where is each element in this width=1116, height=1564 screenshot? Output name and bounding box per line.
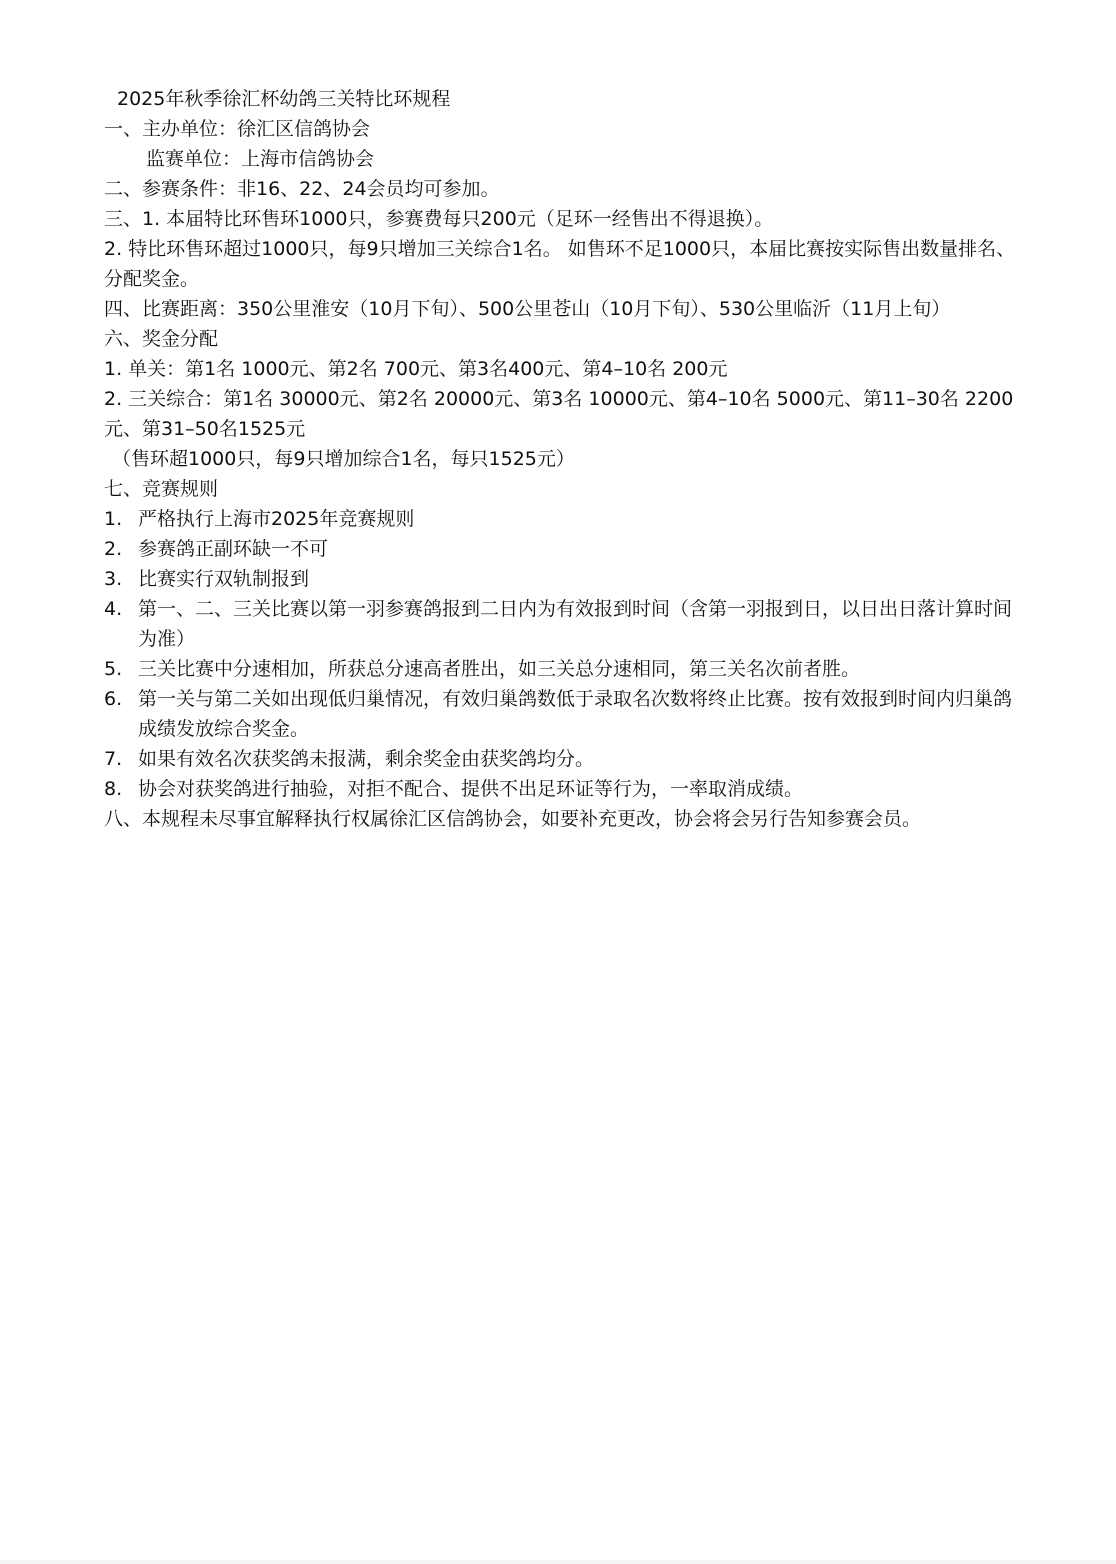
rule-number: 4. bbox=[104, 598, 123, 620]
rule-text: 第一、二、三关比赛以第一羽参赛鸽报到二日内为有效报到时间（含第一羽报到日，以日出日落计算时间为准） bbox=[138, 598, 1013, 650]
rule-item bbox=[104, 774, 1020, 804]
rule-text: 第一关与第二关如出现低归巢情况，有效归巢鸽数低于录取名次数将终止比赛。按有效报到时间内归巢鸽成绩发放综合奖金。 bbox=[138, 688, 1013, 740]
regulation-text bbox=[104, 84, 1020, 834]
rings-line-2: 2. 特比环售环超过1000只，每9只增加三关综合1名。 如售环不足1000只，本届比赛按实际售出数量排名、分配奖金。 bbox=[104, 238, 1016, 290]
rule-item bbox=[104, 564, 1020, 594]
rule-text: 如果有效名次获奖鸽未报满，剩余奖金由获奖鸽均分。 bbox=[138, 748, 595, 770]
rule-item bbox=[104, 744, 1020, 774]
prize-combined-line: 2. 三关综合：第1名 30000元、第2名 20000元、第3名 10000元、第4–10名 5000元、第11–30名 2200元、第31–50名1525元 bbox=[104, 388, 1014, 440]
document-title: 2025年秋季徐汇杯幼鸽三关特比环规程 bbox=[117, 88, 451, 110]
rule-number: 8. bbox=[104, 778, 123, 800]
prize-heading: 六、奖金分配 bbox=[104, 328, 219, 350]
rule-item bbox=[104, 594, 1020, 654]
rule-number: 2. bbox=[104, 538, 123, 560]
rule-item bbox=[104, 684, 1020, 744]
prize-note-line: （售环超1000只，每9只增加综合1名，每只1525元） bbox=[112, 448, 575, 470]
supervisor-line: 监赛单位：上海市信鸽协会 bbox=[146, 148, 375, 170]
rule-number: 1. bbox=[104, 508, 123, 530]
rule-item bbox=[104, 534, 1020, 564]
organizer-line: 一、主办单位：徐汇区信鸽协会 bbox=[104, 118, 371, 140]
page-bottom-strip bbox=[0, 1560, 1116, 1564]
rule-item bbox=[104, 504, 1020, 534]
distance-line: 四、比赛距离：350公里淮安（10月下旬）、500公里苍山（10月下旬）、530公里临沂（11月上旬） bbox=[104, 298, 951, 320]
rule-number: 7. bbox=[104, 748, 123, 770]
rule-text: 比赛实行双轨制报到 bbox=[138, 568, 310, 590]
rule-number: 6. bbox=[104, 688, 123, 710]
rule-text: 三关比赛中分速相加，所获总分速高者胜出，如三关总分速相同，第三关名次前者胜。 bbox=[138, 658, 861, 680]
rule-text: 协会对获奖鸽进行抽验，对拒不配合、提供不出足环证等行为，一率取消成绩。 bbox=[138, 778, 804, 800]
conditions-line: 二、参赛条件：非16、22、24会员均可参加。 bbox=[104, 178, 500, 200]
closing-line: 八、本规程未尽事宜解释执行权属徐汇区信鸽协会，如要补充更改，协会将会另行告知参赛会员。 bbox=[104, 808, 922, 830]
rules-heading: 七、竞赛规则 bbox=[104, 478, 219, 500]
prize-single-line: 1. 单关：第1名 1000元、第2名 700元、第3名400元、第4–10名 200元 bbox=[104, 358, 728, 380]
rule-number: 3. bbox=[104, 568, 123, 590]
rule-number: 5. bbox=[104, 658, 123, 680]
rings-line-1: 三、1. 本届特比环售环1000只，参赛费每只200元（足环一经售出不得退换）。 bbox=[104, 208, 774, 230]
rule-item bbox=[104, 654, 1020, 684]
rule-text: 参赛鸽正副环缺一不可 bbox=[138, 538, 329, 560]
rule-text: 严格执行上海市2025年竞赛规则 bbox=[138, 508, 415, 530]
